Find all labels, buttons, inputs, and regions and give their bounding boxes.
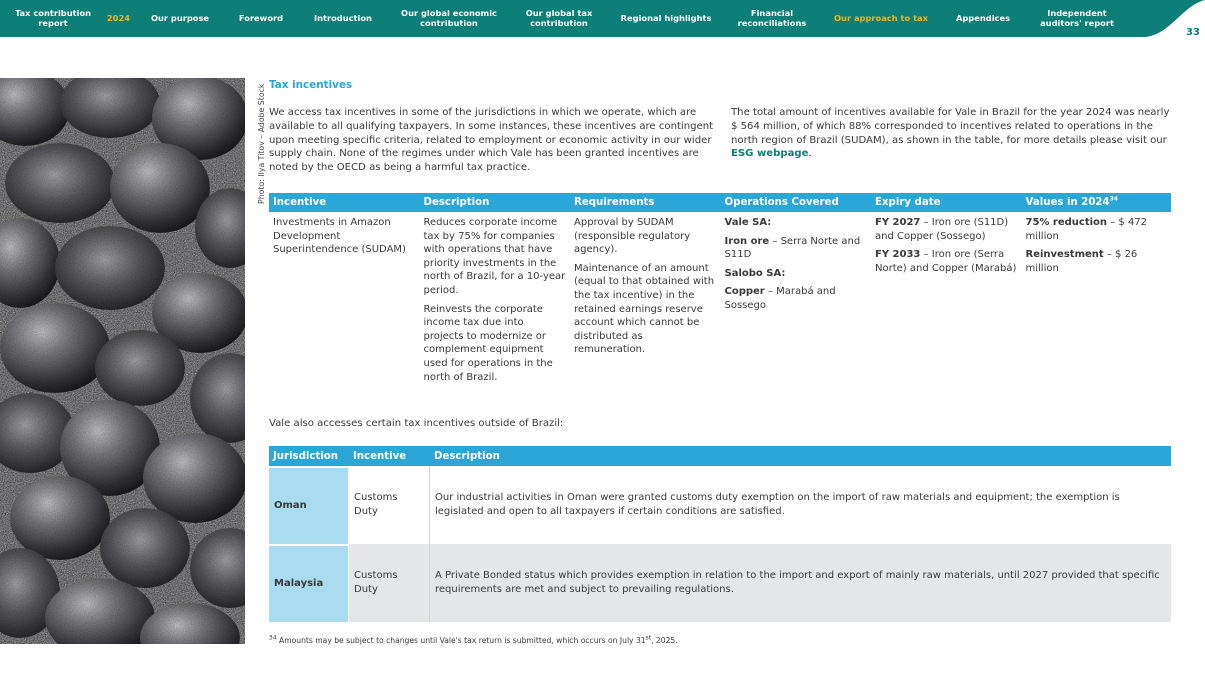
col-header-incentive: Incentive: [273, 197, 327, 208]
col-header-requirements: Requirements: [574, 197, 655, 208]
cell-jurisdiction: Oman: [269, 466, 349, 544]
cell-incentive: Customs Duty: [349, 466, 430, 544]
col-header-operations: Operations Covered: [724, 197, 839, 208]
nav-report-title[interactable]: Tax contribution report 2024: [14, 7, 130, 28]
cell-description: A Private Bonded status which provides exemption in relation to the import and export of mainly raw materials, until 2027 provided that specific requirements are met and subject to prevailing regulations.: [435, 570, 1160, 595]
cell-incentive: Investments in Amazon Development Superintendence (SUDAM): [273, 217, 406, 256]
nav-global-economic-contribution[interactable]: Our global economic contribution: [401, 7, 497, 28]
ore-rocks-image: [0, 78, 245, 644]
brazil-incentives-table: [269, 193, 1171, 393]
nav-regional-highlights[interactable]: Regional highlights: [620, 12, 712, 23]
cell-requirements: Approval by SUDAM (responsible regulatory agency). Maintenance of an amount (equal to that obtained with the tax incentive) in the retained earnings reserve account which cannot be distributed as remuneration.: [574, 217, 715, 356]
cell-expiry: FY 2027 – Iron ore (S11D) and Copper (Sossego) FY 2033 – Iron ore (Serra Norte) and Copper (Marabá): [875, 217, 1017, 274]
nav-report-year: 2024: [106, 12, 130, 23]
col-header-values: Values in 2024$^{34}$: [1025, 195, 1118, 208]
nav-independent-auditors-report[interactable]: Independent auditors' report: [1040, 7, 1114, 28]
col-header-incentive: Incentive: [353, 451, 407, 462]
col-header-description: Description: [423, 197, 490, 208]
nav-financial-reconciliations[interactable]: Financial reconciliations: [737, 7, 807, 28]
col-header-jurisdiction: Jurisdiction: [273, 451, 339, 462]
cell-jurisdiction: Malaysia: [269, 544, 349, 622]
esg-webpage-link[interactable]: ESG webpage: [731, 148, 809, 160]
nav-global-tax-contribution[interactable]: Our global tax contribution: [525, 7, 593, 28]
nav-appendices[interactable]: Appendices: [955, 12, 1011, 23]
nav-our-purpose[interactable]: Our purpose: [150, 12, 210, 23]
cell-values: 75% reduction – $ 472 million Reinvestment – $ 26 million: [1025, 217, 1148, 274]
cell-incentive: Customs Duty: [349, 544, 430, 622]
international-incentives-table: [269, 446, 1171, 622]
cell-description: Reduces corporate income tax by 75% for companies with operations that have priority investments in the north of Brazil, for a 10-year period. Reinvests the corporate income tax due into projects to modernize or complement equipment used for operations in the north of Brazil.: [423, 217, 566, 383]
nav-introduction[interactable]: Introduction: [314, 12, 372, 23]
col-header-expiry: Expiry date: [875, 197, 941, 208]
col-header-description: Description: [434, 451, 500, 462]
nav-foreword[interactable]: Foreword: [238, 12, 284, 23]
table-header-row: [269, 193, 1171, 212]
outside-brazil-text: Vale also accesses certain tax incentives outside of Brazil:: [269, 418, 564, 429]
table-row: [269, 544, 1171, 622]
footnote: $^{34}$ Amounts may be subject to changes until Vale's tax return is submitted, which occurs on July 31st, 2025.: [269, 634, 678, 645]
nav-our-approach-to-tax[interactable]: Our approach to tax: [834, 12, 928, 23]
table-header-row: [269, 446, 1171, 466]
table-row: [269, 466, 1171, 544]
page-number: 33: [1186, 27, 1200, 38]
table-row: [269, 212, 1171, 393]
intro-right-paragraph: The total amount of incentives available for Vale in Brazil for the year 2024 was nearly $ 564 million, of which 88% corresponded to incentives related to operations in the north region of Brazil (SUDAM), as shown in the table, for more details please visit our ESG webpage.: [731, 107, 1170, 160]
ore-rocks-photo: [0, 78, 245, 644]
photo-credit: Photo: Ilya Titov – Adobe Stock: [257, 83, 266, 204]
cell-description: Our industrial activities in Oman were granted customs duty exemption on the import of raw materials and equipment; the exemption is legislated and open to all taxpayers if certain conditions are satisfied.: [435, 492, 1120, 517]
cell-operations: Vale SA: Iron ore – Serra Norte and S11D Salobo SA: Copper – Marabá and Sossego: [724, 217, 861, 311]
intro-left-paragraph: We access tax incentives in some of the jurisdictions in which we operate, which are available to all qualifying taxpayers. In some instances, these incentives are contingent upon meeting specific criteria, related to employment or economic activity in our wider supply chain. None of the regimes under which Vale has been granted incentives are noted by the OECD as being a harmful tax practice.: [269, 107, 714, 174]
section-title: Tax incentives: [269, 79, 353, 91]
